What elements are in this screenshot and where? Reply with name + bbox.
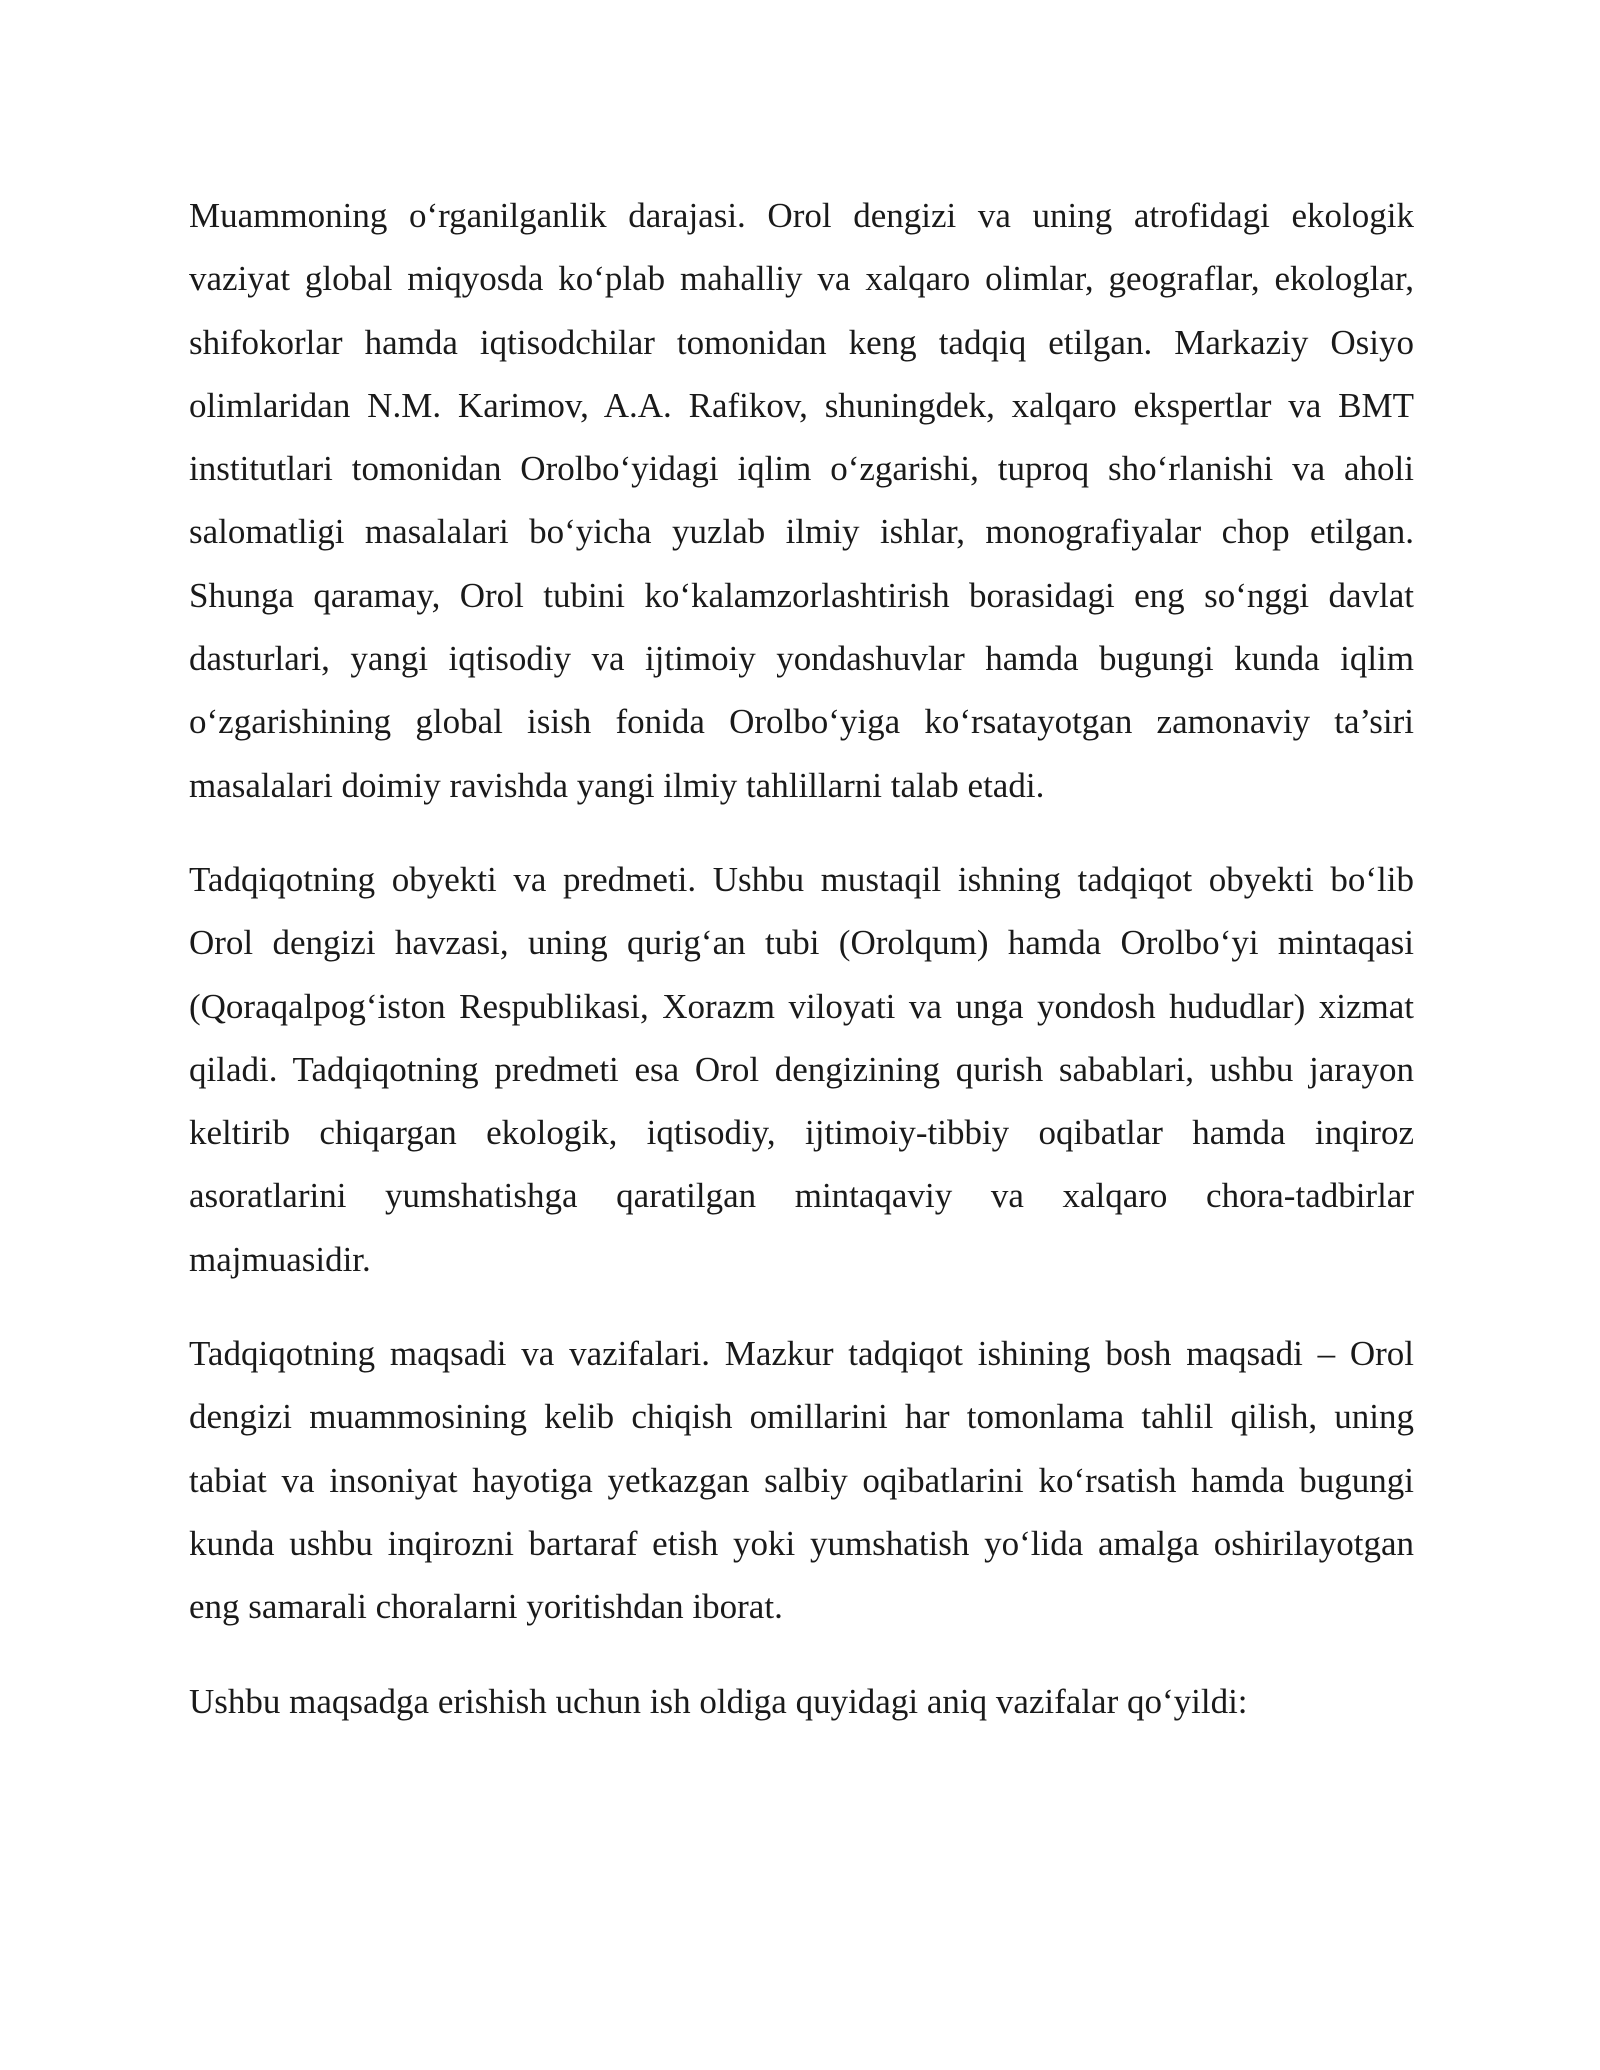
paragraph-tasks-intro: Ushbu maqsadga erishish uchun ish oldiga quyidagi aniq vazifalar qo‘yildi: [189,1681,1248,1721]
document-body [189,184,1414,1733]
paragraph-goals-tasks: Tadqiqotning maqsadi va vazifalari. Mazkur tadqiqot ishining bosh maqsadi – Orol dengizi muammosining kelib chiqish omillarini har tomonlama tahlil qilish, uning tabiat va insoniyat hayotiga yetkazgan salbiy oqibatlarini ko‘rsatish hamda bugungi kunda ushbu inqirozni bartaraf etish yoki yumshatish yo‘lida amalga oshirilayotgan eng samarali choralarni yoritishdan iborat. [189,1334,1414,1627]
paragraph-object-subject: Tadqiqotning obyekti va predmeti. Ushbu mustaqil ishning tadqiqot obyekti bo‘lib Orol dengizi havzasi, uning qurig‘an tubi (Orolqum) hamda Orolbo‘yi mintaqasi (Qoraqalpog‘iston Respublikasi, Xorazm viloyati va unga yondosh hududlar) xizmat qiladi. Tadqiqotning predmeti esa Orol dengizining qurish sabablari, ushbu jarayon keltirib chiqargan ekologik, iqtisodiy, ijtimoiy-tibbiy oqibatlar hamda inqiroz asoratlarini yumshatishga qaratilgan mintaqaviy va xalqaro chora-tadbirlar majmuasidir. [189,859,1414,1279]
paragraph-research-extent: Muammoning o‘rganilganlik darajasi. Orol dengizi va uning atrofidagi ekologik vaziyat global miqyosda ko‘plab mahalliy va xalqaro olimlar, geograflar, ekologlar, shifokorlar hamda iqtisodchilar tomonidan keng tadqiq etilgan. Markaziy Osiyo olimlaridan N.M. Karimov, A.A. Rafikov, shuningdek, xalqaro ekspertlar va BMT institutlari tomonidan Orolbo‘yidagi iqlim o‘zgarishi, tuproq sho‘rlanishi va aholi salomatligi masalalari bo‘yicha yuzlab ilmiy ishlar, monografiyalar chop etilgan. Shunga qaramay, Orol tubini ko‘kalamzorlashtirish borasidagi eng so‘nggi davlat dasturlari, yangi iqtisodiy va ijtimoiy yondashuvlar hamda bugungi kunda iqlim o‘zgarishining global isish fonida Orolbo‘yiga ko‘rsatayotgan zamonaviy ta’siri masalalari doimiy ravishda yangi ilmiy tahlillarni talab etadi. [189,196,1414,805]
